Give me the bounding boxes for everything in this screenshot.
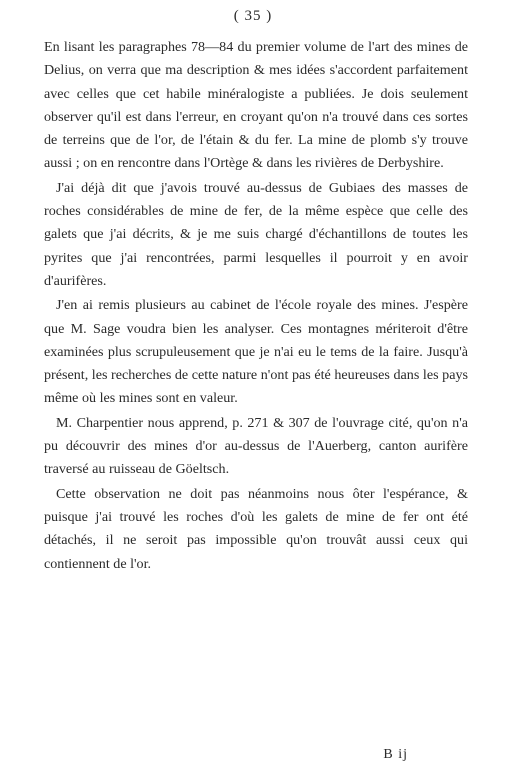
page-number: ( 35 ) <box>233 8 273 24</box>
paragraph-4: M. Charpentier nous apprend, p. 271 & 307 de l'ouvrage cité, qu'on n'a pu découvrir des mines d'or au-dessus de l'Auerberg, canton aurifère traversé au ruisseau de Göeltsch. <box>44 414 468 478</box>
signature-mark: B ij <box>383 747 408 762</box>
body-text <box>44 36 468 576</box>
paragraph-1: En lisant les paragraphes 78—84 du premier volume de l'art des mines de Delius, on verra que ma description & mes idées s'accordent parfaitement avec celles que cet habile minéralogiste a publiées. Je dois seulement observer qu'il est dans l'erreur, en croyant qu'on n'a trouvé dans ces sortes de terreins que de l'or, de l'étain & du fer. La mine de plomb s'y trouve aussi ; on en rencontre dans l'Ortège & dans les rivières de Derbyshire. <box>44 39 468 172</box>
paragraph-2: J'ai déjà dit que j'avois trouvé au-dessus de Gubiaes des masses de roches considérables de mine de fer, de la même espèce que celle des galets que j'ai décrits, & je me suis chargé d'échantillons de toutes les pyrites que j'ai rencontrées, parmi lesquelles il pourroit y en avoir d'aurifères. <box>44 179 468 289</box>
paragraph-3: J'en ai remis plusieurs au cabinet de l'école royale des mines. J'espère que M. Sage voudra bien les analyser. Ces montagnes mériteroit d'être examinées plus scrupuleusement que je n'ai eu le tems de la faire. Jusqu'à présent, les recherches de cette nature n'ont pas été heureuses dans les pays même où les mines sont en valeur. <box>44 297 468 407</box>
paragraph-5: Cette observation ne doit pas néanmoins nous ôter l'espérance, & puisque j'ai trouvé les roches d'où les galets de mine de fer ont été détachés, il ne seroit pas impossible qu'on trouvât aussi ceux qui contiennent de l'or. <box>44 485 468 572</box>
